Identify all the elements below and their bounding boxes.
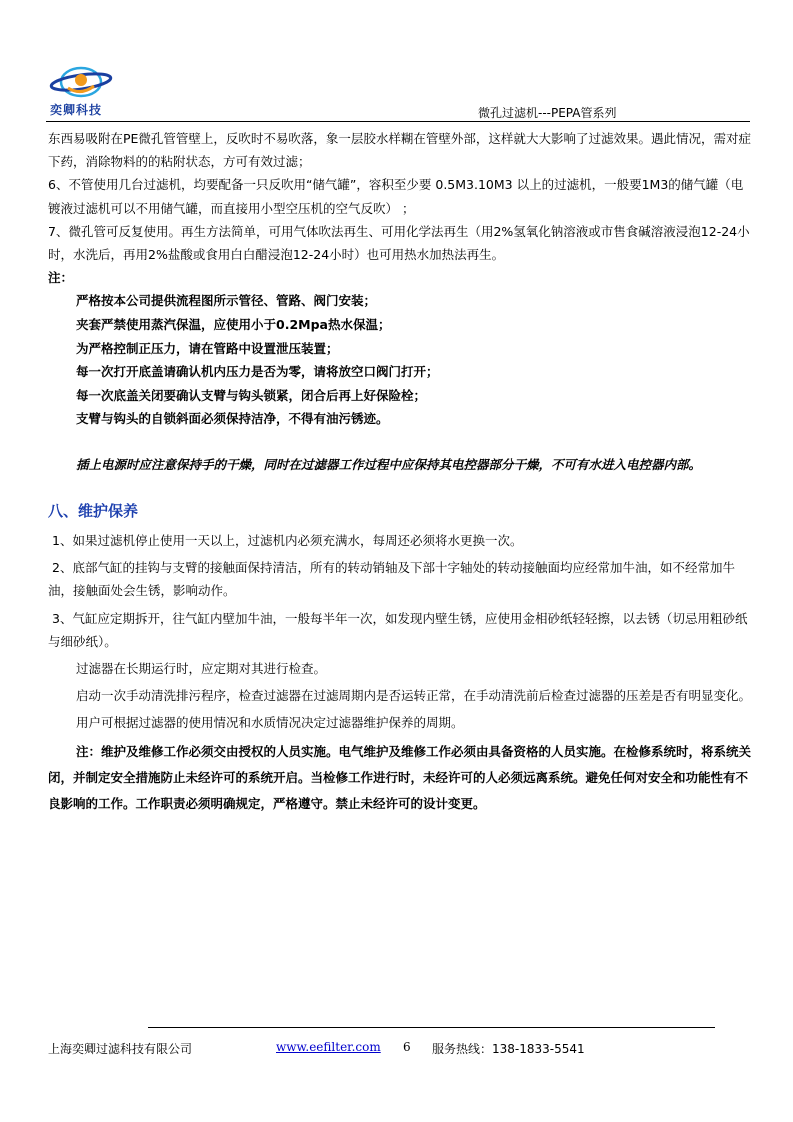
note-item: 夹套严禁使用蒸汽保温，应使用小于0.2Mpa热水保温； [76,317,391,333]
maintenance-paragraph: 启动一次手动清洗排污程序，检查过滤器在过滤周期内是否运转正常，在手动清洗前后检查过滤器的压差是否有明显变化。 [76,688,752,704]
maintenance-item-2: 2、底部气缸的挂钩与支臂的接触面保持清洁，所有的转动销轴及下部十字轴处的转动接触面均应经常加牛油，如不经常加牛油，接触面处会生锈，影响动作。 [48,560,735,599]
paragraph-continued: 东西易吸附在PE微孔管管壁上，反吹时不易吹落，象一层胶水样糊在管壁外部，这样就大大影响了过滤效果。遇此情况，需对症下药，消除物料的的粘附状态，方可有效过滤； [48,131,751,170]
page-number: 6 [403,1040,411,1054]
logo-text: 奕卿科技 [50,103,103,117]
footer-website-link[interactable]: www.eefilter.com [276,1040,381,1054]
note-label: 注： [48,270,74,286]
note-item: 每一次打开底盖请确认机内压力是否为零，请将放空口阀门打开； [76,364,439,380]
note-item: 每一次底盖关闭要确认支臂与钩头锁紧，闭合后再上好保险栓； [76,387,427,403]
footer-divider [148,1027,715,1028]
header-divider [46,121,750,122]
maintenance-paragraph: 用户可根据过滤器的使用情况和水质情况决定过滤器维护保养的周期。 [76,715,464,731]
paragraph-item-7: 7、微孔管可反复使用。再生方法简单，可用气体吹法再生、可用化学法再生（用2%氢氧化钠溶液或市售食碱溶液浸泡12-24小时，水洗后，再用2%盐酸或食用白白醋浸泡12-24小时）也可用热水加热法再生。 [48,223,750,263]
footer-hotline: 服务热线：138-1833-5541 [432,1042,585,1056]
maintenance-paragraph: 过滤器在长期运行时，应定期对其进行检查。 [76,661,327,676]
note-item: 支臂与钩头的自锁斜面必须保持洁净，不得有油污锈迹。 [76,411,389,427]
maintenance-item-1: 1、如果过滤机停止使用一天以上，过滤机内必须充满水，每周还必须将水更换一次。 [52,532,523,548]
document-title: 微孔过滤机---PEPA管系列 [478,106,617,120]
maintenance-item-3: 3、气缸应定期拆开，往气缸内壁加牛油，一般每半年一次，如发现内壁生锈，应使用金相砂纸轻轻擦，以去锈（切忌用粗砂纸与细砂纸）。 [48,610,748,649]
maintenance-final-note: 注：维护及维修工作必须交由授权的人员实施。电气维护及维修工作必须由具备资格的人员实施。在检修系统时，将系统关闭，并制定安全措施防止未经许可的系统开启。当检修工作进行时，未经许可的人必须远离系统。避免任何对安全和功能性有不良影响的工作。工作职责必须明确规定，严格遵守。禁止未经许可的设计变更。 [48,743,752,811]
electrical-warning: 插上电源时应注意保持手的干燥，同时在过滤器工作过程中应保持其电控器部分干燥，不可有水进入电控器内部。 [76,456,702,472]
footer-company: 上海奕卿过滤科技有限公司 [48,1042,193,1056]
section-title: 八、维护保养 [48,501,139,520]
paragraph-item-6: 6、不管使用几台过滤机，均要配备一只反吹用“储气罐”，容积至少要 0.5M3.10M3 以上的过滤机，一般要1M3的储气罐（电镀液过滤机可以不用储气罐，而直接用小型空压机的空气反吹） ； [48,177,744,216]
note-item: 严格按本公司提供流程图所示管径、管路、阀门安装； [76,293,377,309]
note-item: 为严格控制正压力，请在管路中设置泄压装置； [76,340,339,356]
page-content [48,127,752,817]
